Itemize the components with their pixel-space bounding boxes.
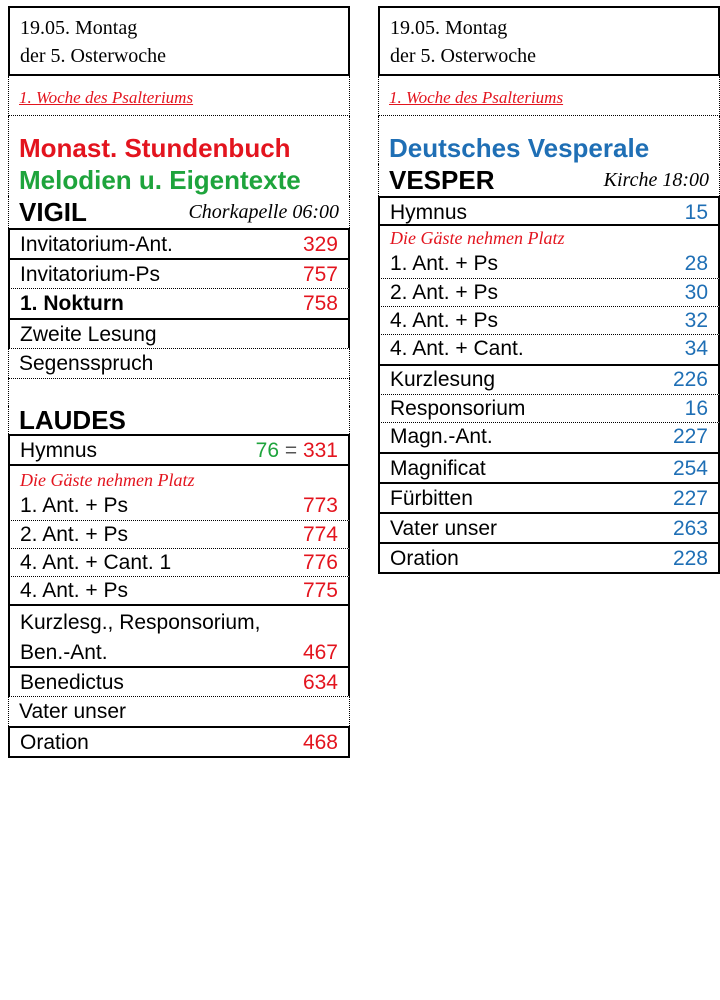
page-number: 329 [302,233,338,256]
list-item [378,452,720,482]
page-number: 227 [672,425,708,448]
spacer [8,378,350,406]
vesper-header [378,164,720,196]
list-item [8,604,350,666]
hymnus-row [378,196,720,226]
item-label: 1. Ant. + Ps [20,494,128,517]
page-number: 773 [302,494,338,517]
date-line: 19.05. Montag [390,17,508,39]
item-label: Kurzlesung [390,368,496,391]
right-column [378,6,720,574]
list-item [8,228,350,258]
item-label: Oration [20,731,89,754]
laudes-title: LAUDES [8,406,350,434]
item-label: 4. Ant. + Cant. [390,337,524,360]
page-number: 467 [302,641,338,664]
item-label: Benedictus [20,671,124,694]
item-label: Segensspruch [19,352,154,375]
vigil-place: Chorkapelle 06:00 [188,201,339,223]
item-label: 2. Ant. + Ps [20,523,128,546]
item-label: Fürbitten [390,487,473,510]
list-item [378,422,720,452]
page-number: 226 [672,368,708,391]
page-number: 32 [684,309,708,332]
list-item [378,482,720,512]
item-label: Magn.-Ant. [390,425,493,448]
book-subtitle: Melodien u. Eigentexte [19,165,301,195]
equals-sign: = [284,439,298,462]
date-box [378,6,720,76]
page-number: 634 [302,671,338,694]
list-item [378,542,720,574]
list-item [8,696,350,726]
page-number-group [256,437,338,465]
list-item [8,492,350,520]
page-number: 15 [684,201,708,224]
guest-note: Die Gäste nehmen Platz [8,466,350,492]
left-column [8,6,350,758]
list-item [8,288,350,318]
list-item [378,512,720,542]
list-item [378,334,720,364]
page-number: 228 [672,547,708,570]
item-label: Zweite Lesung [20,323,157,346]
item-label: 1. Nokturn [20,292,124,315]
page-number: 757 [302,263,338,286]
item-label: 2. Ant. + Ps [390,281,498,304]
page-number: 34 [684,337,708,360]
page-number: 468 [302,731,338,754]
vesper-place: Kirche 18:00 [603,169,709,191]
list-item [8,548,350,576]
list-item [8,726,350,758]
page-number: 30 [684,281,708,304]
book-title: Monast. Stundenbuch [19,133,291,163]
list-item [8,348,350,378]
item-label: Responsorium [390,397,526,420]
page-number: 774 [302,523,338,546]
psalter-week: 1. Woche des Psalteriums [378,76,720,116]
item-label: 1. Ant. + Ps [390,252,498,275]
week-line: der 5. Osterwoche [20,45,167,67]
item-label: Magnificat [390,457,486,480]
list-item [8,576,350,604]
page-number: 28 [684,252,708,275]
psalter-week: 1. Woche des Psalteriums [8,76,350,116]
list-item [8,258,350,288]
list-item [8,520,350,548]
item-label: Invitatorium-Ps [20,263,161,286]
item-label: 4. Ant. + Ps [20,579,128,602]
book-titles [8,116,350,196]
page-number: 758 [302,292,338,315]
item-label: Kurzlesg., Responsorium, [20,611,261,634]
book-title: Deutsches Vesperale [389,133,650,163]
list-item [8,666,350,696]
vesper-title: VESPER [389,165,495,195]
list-item [378,278,720,306]
item-label: 4. Ant. + Cant. 1 [20,551,172,574]
week-line: der 5. Osterwoche [390,45,537,67]
list-item [378,306,720,334]
item-label: Ben.-Ant. [20,641,108,664]
item-label: Oration [390,547,459,570]
page-number: 263 [672,517,708,540]
item-label: Hymnus [390,201,468,224]
page-number: 331 [302,439,338,462]
hymnus-row [8,434,350,466]
list-item [378,250,720,278]
date-box [8,6,350,76]
item-label: 4. Ant. + Ps [390,309,498,332]
page-number-alt: 76 [255,439,279,462]
date-line: 19.05. Montag [20,17,138,39]
item-label: Vater unser [390,517,497,540]
item-label: Invitatorium-Ant. [20,233,173,256]
page-number: 227 [672,487,708,510]
list-item [8,318,350,348]
page-number: 254 [672,457,708,480]
vigil-title: VIGIL [19,197,87,227]
page-number: 775 [302,579,338,602]
book-titles [378,116,720,164]
vigil-header [8,196,350,228]
list-item [378,394,720,422]
item-label: Hymnus [20,439,98,462]
list-item [378,364,720,394]
page-number: 776 [302,551,338,574]
guest-note: Die Gäste nehmen Platz [378,226,720,250]
item-label: Vater unser [19,700,126,723]
page-number: 16 [684,397,708,420]
